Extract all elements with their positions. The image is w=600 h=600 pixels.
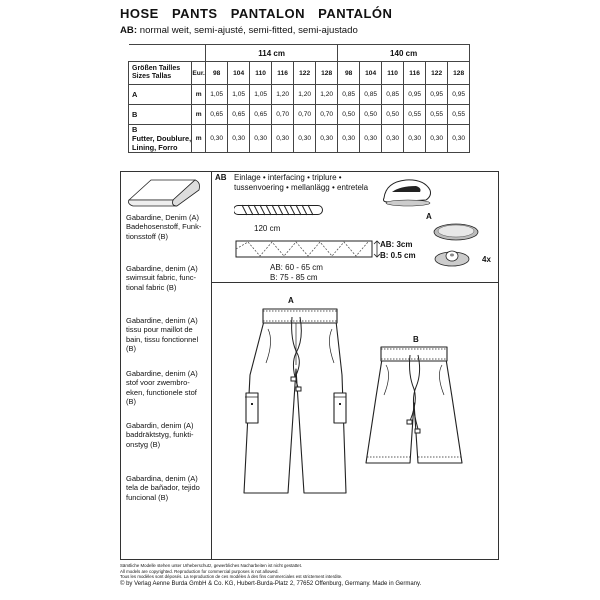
yardage-cell: 0,55 — [404, 105, 426, 125]
fabric-text-es — [126, 474, 216, 502]
pattern-title — [120, 6, 401, 21]
fabric-line: tional fabric (B) — [126, 282, 177, 292]
yardage-cell: 0,95 — [426, 85, 448, 105]
elastic-length-b: B: 75 - 85 cm — [270, 273, 318, 282]
fabric-line: baddräktstyg, funkti- — [126, 430, 194, 440]
yardage-cell: 0,85 — [360, 85, 382, 105]
elastic-length-ab: AB: 60 - 65 cm — [270, 263, 323, 272]
yardage-cell: 0,30 — [316, 125, 338, 153]
title-word-es: PANTALÓN — [318, 6, 393, 21]
fit-text: normal weit, semi-ajusté, semi-fitted, semi-ajustado — [139, 25, 358, 36]
yardage-cell: 0,55 — [426, 105, 448, 125]
yardage-cell: 0,30 — [426, 125, 448, 153]
cord-icon — [234, 196, 324, 224]
snap-label: A — [426, 212, 432, 221]
footer-line: All models are copyrighted. Reproduction for commercial purposes is not allowed. — [120, 568, 279, 574]
fabric-bolt-icon — [121, 172, 209, 210]
width-group-114: 114 cm — [206, 45, 338, 62]
yardage-cell: 1,20 — [272, 85, 294, 105]
size-cell: 128 — [448, 62, 470, 85]
footer-line: Tous les modèles sont déposés. La reproduction de ces modèles à des fins commerciales est strictement interdite. — [120, 574, 343, 580]
eur-label: Eur. — [192, 62, 206, 85]
size-header-line: Größen Tailles — [132, 65, 181, 72]
fabric-line: stof voor zwembro- — [126, 378, 190, 388]
yardage-cell: 1,05 — [228, 85, 250, 105]
fabric-line: (B) — [126, 396, 136, 406]
fabric-line: Gabardina, denim (A) — [126, 474, 198, 483]
fit-description — [120, 25, 358, 36]
size-cell: 122 — [426, 62, 448, 85]
yardage-table — [128, 44, 470, 153]
yardage-cell: 0,30 — [206, 125, 228, 153]
shorts-b-drawing — [362, 345, 468, 471]
fabric-line: tissu pour maillot de — [126, 325, 193, 335]
yardage-cell: 0,30 — [404, 125, 426, 153]
fabric-line: tela de bañador, tejido — [126, 483, 200, 493]
interfacing-line: tussenvoering • mellanlägg • entretela — [234, 182, 369, 192]
fabric-line: bain, tissu fonctionnel — [126, 334, 199, 344]
fabric-text-fr — [126, 316, 216, 353]
copyright-footer — [120, 563, 421, 588]
title-word-fr: PANTALON — [230, 6, 305, 21]
yardage-cell: 0,30 — [338, 125, 360, 153]
fabric-line: Badehosenstoff, Funk- — [126, 222, 202, 232]
size-cell: 116 — [404, 62, 426, 85]
width-group-140: 140 cm — [338, 45, 470, 62]
fabric-line: Gabardine, denim (A) — [126, 264, 198, 273]
yardage-cell: 0,30 — [360, 125, 382, 153]
elastic-width-ab: AB: 3cm — [380, 240, 413, 249]
cord-length: 120 cm — [254, 224, 281, 233]
fabric-text-de — [126, 213, 216, 241]
yardage-cell: 1,20 — [294, 85, 316, 105]
size-header-label — [129, 62, 192, 85]
row-label-lining — [129, 125, 192, 153]
yardage-cell: 0,30 — [294, 125, 316, 153]
yardage-cell: 0,70 — [294, 105, 316, 125]
yardage-cell: 0,50 — [382, 105, 404, 125]
fit-code: AB: — [120, 25, 138, 36]
yardage-cell: 0,95 — [404, 85, 426, 105]
notions-code: AB — [215, 173, 227, 182]
size-cell: 110 — [250, 62, 272, 85]
size-cell: 116 — [272, 62, 294, 85]
fabric-line: Gabardine, denim (A) — [126, 369, 198, 378]
yardage-cell: 0,85 — [338, 85, 360, 105]
fabric-line: eken, functionele stof — [126, 387, 197, 397]
footer-publisher: © by Verlag Aenne Burda GmbH & Co. KG, Hubert-Burda-Platz 2, 77652 Offenburg, Germany. Made in Germany. — [120, 581, 422, 588]
yardage-cell: 0,50 — [338, 105, 360, 125]
yardage-cell: 0,70 — [316, 105, 338, 125]
row-unit: m — [192, 105, 206, 125]
fabric-text-en — [126, 264, 216, 292]
fabric-line: Gabardine, denim (A) — [126, 316, 198, 325]
title-word-de: HOSE — [120, 6, 159, 21]
footer-line: Sämtliche Modelle stehen unter Urheberschutz, gewerbliches Nacharbeiten ist nicht gestattet. — [120, 563, 303, 568]
yardage-cell: 0,50 — [360, 105, 382, 125]
size-header-line: Sizes Tallas — [132, 73, 172, 80]
size-cell: 104 — [228, 62, 250, 85]
fabric-line: onstyg (B) — [126, 439, 161, 449]
yardage-cell: 0,65 — [206, 105, 228, 125]
yardage-cell: 1,05 — [250, 85, 272, 105]
iron-icon — [376, 174, 436, 208]
row-unit: m — [192, 85, 206, 105]
size-cell: 98 — [338, 62, 360, 85]
yardage-cell: 0,30 — [272, 125, 294, 153]
view-label-b: B — [413, 335, 419, 344]
size-cell: 104 — [360, 62, 382, 85]
yardage-cell: 0,30 — [250, 125, 272, 153]
view-label-a: A — [288, 296, 294, 305]
elastic-width-b: B: 0.5 cm — [380, 251, 416, 260]
row-unit: m — [192, 125, 206, 153]
size-cell: 128 — [316, 62, 338, 85]
size-cell: 122 — [294, 62, 316, 85]
yardage-cell: 0,65 — [228, 105, 250, 125]
fabric-text-nl — [126, 369, 216, 406]
snap-count: 4x — [482, 255, 491, 264]
elastic-icon — [234, 238, 380, 262]
snap-fastener-icon — [428, 220, 484, 276]
fabric-line: funcional (B) — [126, 492, 169, 502]
title-word-en: PANTS — [171, 6, 218, 21]
row-label: B — [132, 125, 138, 134]
yardage-cell: 1,05 — [206, 85, 228, 105]
yardage-cell: 0,70 — [272, 105, 294, 125]
yardage-cell: 0,30 — [448, 125, 470, 153]
fabric-line: swimsuit fabric, func- — [126, 273, 197, 283]
row-label: B — [129, 105, 192, 125]
fabric-line: Gabardine, Denim (A) — [126, 213, 199, 222]
yardage-cell: 0,95 — [448, 85, 470, 105]
row-sublabel: Futter, Doublure, — [132, 134, 192, 143]
pants-a-drawing — [238, 305, 354, 499]
yardage-cell: 1,20 — [316, 85, 338, 105]
yardage-cell: 0,30 — [382, 125, 404, 153]
fabric-line: tionsstoff (B) — [126, 231, 168, 241]
fabric-line: Gabardin, denim (A) — [126, 421, 194, 430]
size-cell: 110 — [382, 62, 404, 85]
interfacing-line: Einlage • interfacing • triplure • — [234, 173, 342, 182]
yardage-cell: 0,65 — [250, 105, 272, 125]
interfacing-text — [234, 173, 368, 192]
yardage-cell: 0,85 — [382, 85, 404, 105]
row-label: A — [129, 85, 192, 105]
fabric-line: (B) — [126, 343, 136, 353]
fabric-text-sv — [126, 421, 216, 449]
yardage-cell: 0,30 — [228, 125, 250, 153]
row-sublabel: Lining, Forro — [132, 143, 178, 152]
yardage-cell: 0,55 — [448, 105, 470, 125]
size-cell: 98 — [206, 62, 228, 85]
